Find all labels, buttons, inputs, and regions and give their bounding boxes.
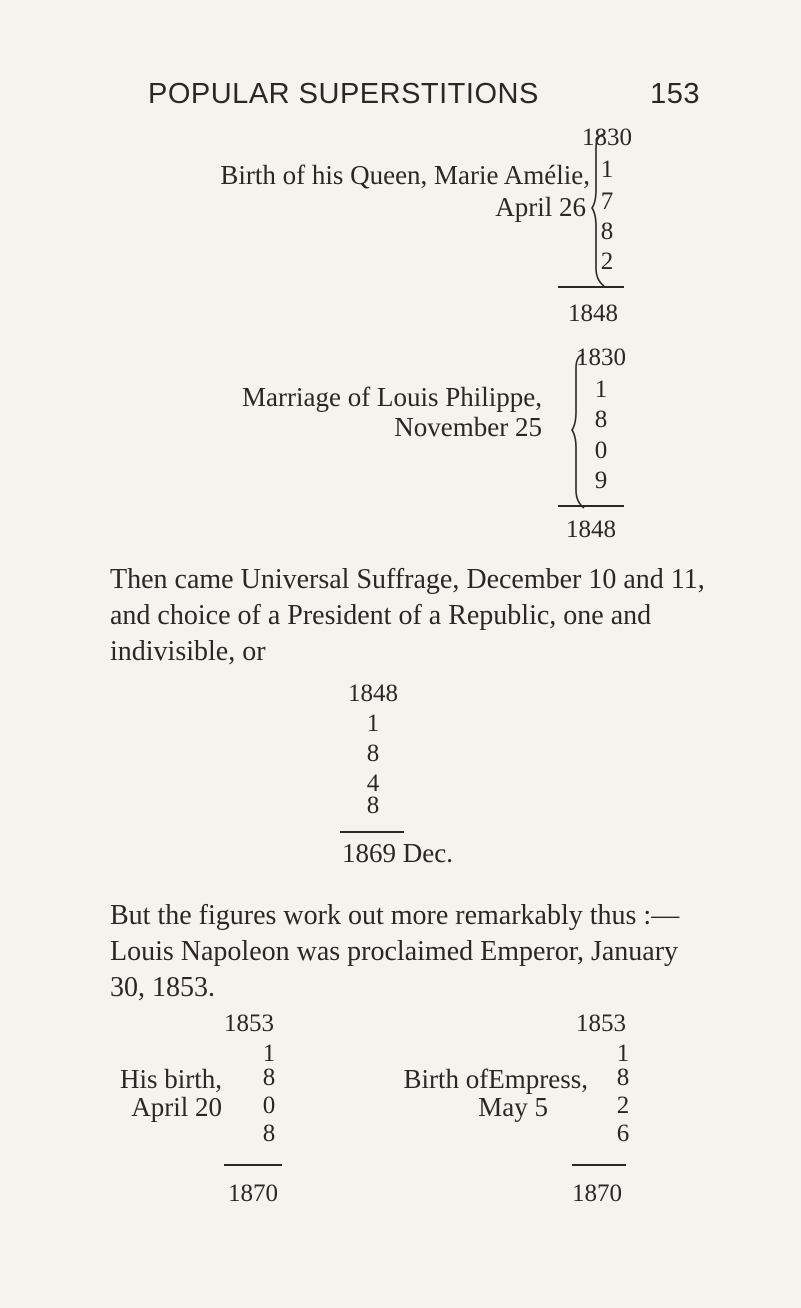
sum3-digit: 8 bbox=[366, 792, 380, 819]
sum2-digit: 0 bbox=[594, 437, 608, 464]
sum2-label-line2: November 25 bbox=[394, 412, 542, 442]
sum5-total: 1870 bbox=[572, 1180, 622, 1207]
sum2-digit: 1 bbox=[594, 376, 608, 403]
header-title: POPULAR SUPERSTITIONS bbox=[148, 78, 539, 110]
sum1-label-line2: April 26 bbox=[495, 192, 586, 222]
sum4-digit: 1 bbox=[262, 1040, 276, 1067]
running-header bbox=[148, 72, 708, 116]
sum5-label-line2: May 5 bbox=[478, 1092, 548, 1122]
sum3-rule bbox=[340, 831, 404, 833]
sum2-digit: 9 bbox=[594, 467, 608, 494]
sum1-digit: 1830 bbox=[582, 124, 632, 151]
sum5-digit: 6 bbox=[616, 1120, 630, 1147]
sum2-total: 1848 bbox=[566, 516, 616, 543]
sum5-digit: 8 bbox=[616, 1064, 630, 1091]
sum1-digit: 7 bbox=[600, 188, 614, 215]
sum2-rule bbox=[558, 505, 624, 507]
sum5-digit: 1 bbox=[616, 1040, 630, 1067]
sum4-label-line2: April 20 bbox=[131, 1092, 222, 1122]
sum2-label-line1: Marriage of Louis Philippe, bbox=[242, 382, 542, 412]
sum2-digit: 8 bbox=[594, 406, 608, 433]
sum3-digit: 8 bbox=[366, 740, 380, 767]
sum3-digit: 4 bbox=[366, 770, 380, 797]
sum4-label-line1: His birth, bbox=[119, 1064, 222, 1094]
sum5-rule bbox=[572, 1164, 626, 1166]
sum3-total: 1869 Dec. bbox=[342, 838, 453, 868]
sum1-digit: 1 bbox=[600, 156, 614, 183]
sum2-digit: 1830 bbox=[576, 344, 626, 371]
sum1-digit: 8 bbox=[600, 218, 614, 245]
sum1-digit: 2 bbox=[600, 248, 614, 275]
sum4-digit: 8 bbox=[262, 1120, 276, 1147]
sum3-digit: 1 bbox=[366, 710, 380, 737]
sum4-rule bbox=[224, 1164, 282, 1166]
page-number: 153 bbox=[650, 78, 700, 110]
sum5-digit: 2 bbox=[616, 1092, 630, 1119]
sum4-digit: 1853 bbox=[224, 1010, 274, 1037]
sum4-digit: 8 bbox=[262, 1064, 276, 1091]
paragraph-suffrage: Then came Universal Suffrage, December 10 and 11, and choice of a President of a Republic, one and indivisible, or bbox=[110, 564, 705, 667]
paragraph-emperor: But the figures work out more remarkably thus :— Louis Napoleon was proclaimed Emperor, January 30, 1853. bbox=[110, 900, 680, 1003]
sum1-label-line1: Birth of his Queen, Marie Amélie, bbox=[220, 160, 590, 190]
sum3-digit: 1848 bbox=[348, 680, 398, 707]
sum1-total: 1848 bbox=[568, 300, 618, 327]
sum1-rule bbox=[558, 286, 624, 288]
sum5-label-line1: Birth ofEmpress, bbox=[403, 1064, 588, 1094]
sum4-total: 1870 bbox=[228, 1180, 278, 1207]
sum4-digit: 0 bbox=[262, 1092, 276, 1119]
sum5-digit: 1853 bbox=[576, 1010, 626, 1037]
